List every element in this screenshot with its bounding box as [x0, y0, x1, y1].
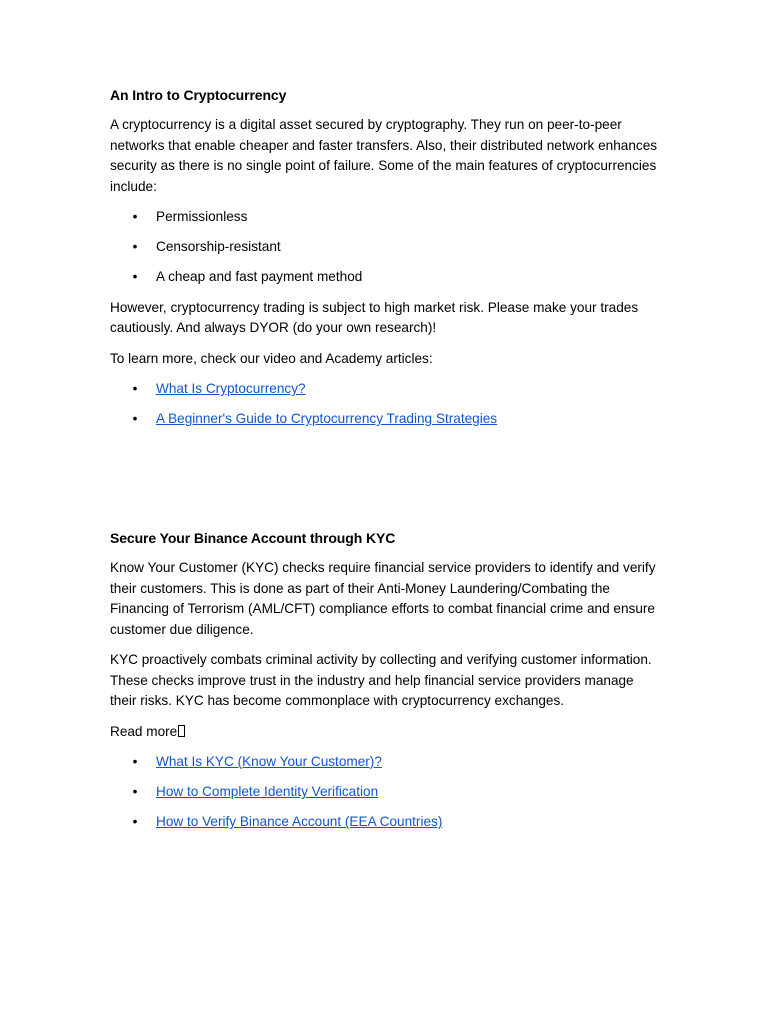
kyc-paragraph: Know Your Customer (KYC) checks require financial service providers to identify and verify their customers. This is done as part of their Anti-Money Laundering/Combating the Financing of Terrorism (AML/CFT) compliance efforts to combat financial crime and ensure customer due diligence. [110, 560, 656, 637]
link-what-is-kyc[interactable]: What Is KYC (Know Your Customer)? [156, 754, 382, 769]
list-item-text: Permissionless [156, 209, 248, 224]
bullet-icon: • [132, 754, 138, 769]
link-beginners-guide-trading[interactable]: A Beginner's Guide to Cryptocurrency Trading Strategies [156, 411, 498, 426]
article-links-list [110, 379, 660, 430]
list-item [110, 379, 660, 400]
list-item-text: Censorship-resistant [156, 239, 281, 254]
link-complete-identity-verification[interactable]: How to Complete Identity Verification [156, 784, 379, 799]
link-verify-binance-eea[interactable]: How to Verify Binance Account (EEA Countries) [156, 814, 443, 829]
list-item [110, 812, 660, 833]
bullet-icon: • [132, 269, 138, 284]
bullet-icon: • [132, 784, 138, 799]
intro-paragraph: A cryptocurrency is a digital asset secured by cryptography. They run on peer-to-peer networks that enable cheaper and faster transfers. Also, their distributed network enhances security as there is no single point of failure. Some of the main features of cryptocurrencies include: [110, 117, 658, 194]
missing-glyph-icon [178, 725, 185, 737]
list-item [110, 782, 660, 803]
list-item-text: A cheap and fast payment method [156, 269, 363, 284]
list-item [110, 752, 660, 773]
kyc-links-list [110, 752, 660, 833]
section-secure-kyc [110, 529, 660, 843]
section-intro-cryptocurrency [110, 86, 660, 440]
section-heading: Secure Your Binance Account through KYC [110, 530, 396, 546]
read-more-text: Read more [110, 723, 178, 739]
list-item [110, 237, 660, 258]
list-item [110, 409, 660, 430]
link-what-is-cryptocurrency[interactable]: What Is Cryptocurrency? [156, 381, 306, 396]
learn-more-paragraph: To learn more, check our video and Academy articles: [110, 350, 433, 366]
risk-paragraph: However, cryptocurrency trading is subject to high market risk. Please make your trades cautiously. And always DYOR (do your own research)! [110, 299, 639, 335]
bullet-icon: • [132, 209, 138, 224]
bullet-icon: • [132, 239, 138, 254]
kyc-benefits-paragraph: KYC proactively combats criminal activity by collecting and verifying customer information. These checks improve trust in the industry and help financial service providers manage their risks. KYC has become commonplace with cryptocurrency exchanges. [110, 652, 652, 708]
section-heading: An Intro to Cryptocurrency [110, 87, 287, 103]
bullet-icon: • [132, 814, 138, 829]
bullet-icon: • [132, 411, 138, 426]
list-item [110, 267, 660, 288]
bullet-icon: • [132, 381, 138, 396]
read-more-line [110, 722, 660, 743]
list-item [110, 207, 660, 228]
features-list [110, 207, 660, 288]
